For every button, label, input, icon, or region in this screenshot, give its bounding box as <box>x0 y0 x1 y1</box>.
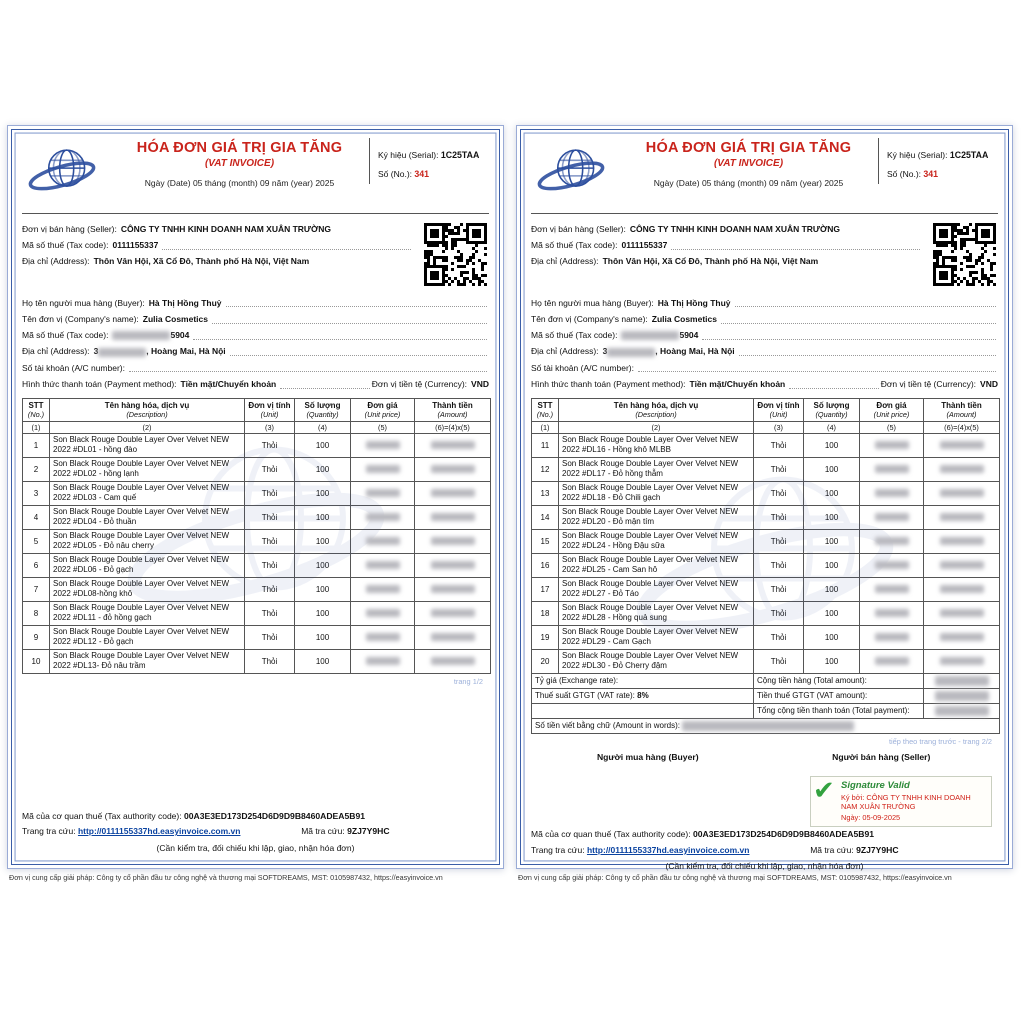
buyer-signature-label: Người mua hàng (Buyer) <box>596 751 699 762</box>
col-unit: Đơn vị tính (Unit) <box>245 398 295 421</box>
table-row <box>23 649 491 673</box>
blurred-unit-price <box>875 489 909 497</box>
blurred-amount <box>940 585 984 593</box>
item-description: Son Black Rouge Double Layer Over Velvet NEW 2022 #DL29 - Cam Gạch <box>559 625 754 649</box>
signed-date-text: Ngày: 05-09-2025 <box>841 813 901 823</box>
currency-label: Đơn vị tiền tệ (Currency): <box>880 378 977 389</box>
invoice-subtitle: (VAT INVOICE) <box>713 158 784 169</box>
invoice-header <box>531 138 998 214</box>
col-amount: Thành tiền (Amount) <box>924 398 1000 421</box>
lookup-code-value: 9ZJ7Y9HC <box>347 826 390 837</box>
blurred-unit-price <box>366 561 400 569</box>
item-no: 15 <box>532 529 559 553</box>
seller-tax-label: Mã số thuế (Tax code): <box>22 239 109 250</box>
item-unit: Thỏi <box>754 457 804 481</box>
col-description: Tên hàng hóa, dịch vụ (Description) <box>50 398 245 421</box>
buyer-name-label: Họ tên người mua hàng (Buyer): <box>531 297 654 308</box>
tax-authority-code-value: 00A3E3ED173D254D6D9D9B8460ADEA5B91 <box>692 829 875 840</box>
item-description: Son Black Rouge Double Layer Over Velvet NEW 2022 #DL18 - Đỏ Chili gạch <box>559 481 754 505</box>
items-table <box>22 398 491 674</box>
blurred-unit-price <box>875 585 909 593</box>
blurred-unit-price <box>366 441 400 449</box>
dotted-leader <box>671 249 920 250</box>
items-table-wrap <box>22 398 489 674</box>
buyer-address-suffix: , Hoàng Mai, Hà Nội <box>146 346 226 357</box>
blurred-unit-price <box>366 489 400 497</box>
item-description: Son Black Rouge Double Layer Over Velvet NEW 2022 #DL20 - Đỏ mận tím <box>559 505 754 529</box>
item-quantity: 100 <box>804 601 860 625</box>
item-quantity: 100 <box>804 457 860 481</box>
verification-note: (Cần kiểm tra, đối chiếu khi lập, giao, nhận hóa đơn) <box>665 861 864 872</box>
col-quantity: Số lượng (Quantity) <box>804 398 860 421</box>
dotted-leader <box>230 355 487 356</box>
serial-box <box>878 138 998 184</box>
item-unit: Thỏi <box>245 529 295 553</box>
blurred-unit-price <box>875 513 909 521</box>
item-description: Son Black Rouge Double Layer Over Velvet NEW 2022 #DL25 - Cam San hô <box>559 553 754 577</box>
buyer-account-label: Số tài khoản (A/C number): <box>22 362 125 373</box>
item-unit: Thỏi <box>754 601 804 625</box>
lookup-link[interactable]: http://0111155337hd.easyinvoice.com.vn <box>77 826 241 837</box>
invoice-number-value: 341 <box>414 168 430 179</box>
item-no: 16 <box>532 553 559 577</box>
table-row <box>23 601 491 625</box>
blurred-amount <box>431 513 475 521</box>
seller-name-value: CÔNG TY TNHH KINH DOANH NAM XUÂN TRƯỜNG <box>120 223 331 234</box>
dotted-leader <box>193 339 487 340</box>
dotted-leader <box>129 371 487 372</box>
item-description: Son Black Rouge Double Layer Over Velvet NEW 2022 #DL04 - Đỏ thuần <box>50 505 245 529</box>
seller-name-value: CÔNG TY TNHH KINH DOANH NAM XUÂN TRƯỜNG <box>629 223 840 234</box>
buyer-address-suffix: , Hoàng Mai, Hà Nội <box>655 346 735 357</box>
signature-badge <box>810 776 992 828</box>
item-unit: Thỏi <box>245 457 295 481</box>
item-no: 1 <box>23 433 50 457</box>
buyer-address-prefix: 3 <box>602 346 608 357</box>
buyer-address-label: Địa chỉ (Address): <box>22 346 90 357</box>
invoice-subtitle: (VAT INVOICE) <box>204 158 275 169</box>
item-quantity: 100 <box>804 505 860 529</box>
lookup-page-label: Trang tra cứu: <box>22 826 76 837</box>
item-quantity: 100 <box>295 433 351 457</box>
item-no: 13 <box>532 481 559 505</box>
item-unit: Thỏi <box>245 481 295 505</box>
blurred-unit-price <box>875 441 909 449</box>
dotted-leader <box>280 388 369 389</box>
item-unit: Thỏi <box>754 505 804 529</box>
buyer-name-value: Hà Thị Hồng Thuỷ <box>148 297 222 308</box>
items-table <box>531 398 1000 734</box>
item-description: Son Black Rouge Double Layer Over Velvet NEW 2022 #DL05 - Đỏ nâu cherry <box>50 529 245 553</box>
verification-note: (Cần kiểm tra, đối chiếu khi lập, giao, nhận hóa đơn) <box>156 842 355 853</box>
buyer-company-label: Tên đơn vị (Company's name): <box>22 313 139 324</box>
seller-address-label: Địa chỉ (Address): <box>531 256 599 266</box>
signature-section <box>531 752 998 828</box>
amount-in-words-label: Số tiền viết bằng chữ (Amount in words): <box>535 720 680 730</box>
blurred-unit-price <box>366 513 400 521</box>
invoice-number-label: Số (No.): <box>887 168 922 179</box>
item-description: Son Black Rouge Double Layer Over Velvet NEW 2022 #DL27 - Đỏ Táo <box>559 577 754 601</box>
table-row <box>532 529 1000 553</box>
item-no: 19 <box>532 625 559 649</box>
blurred-unit-price <box>875 657 909 665</box>
item-unit: Thỏi <box>754 577 804 601</box>
grand-total-label: Tổng cộng tiền thanh toán (Total payment): <box>757 706 910 715</box>
col-no: STT (No.) <box>23 398 50 421</box>
dotted-leader <box>735 306 997 307</box>
item-no: 20 <box>532 649 559 673</box>
company-logo-icon <box>22 138 110 209</box>
exchange-rate-label: Tỷ giá (Exchange rate): <box>535 676 619 685</box>
col-description: Tên hàng hóa, dịch vụ (Description) <box>559 398 754 421</box>
item-unit: Thỏi <box>245 553 295 577</box>
currency-label: Đơn vị tiền tệ (Currency): <box>371 378 468 389</box>
dotted-leader <box>638 371 996 372</box>
buyer-company-value: Zulia Cosmetics <box>142 313 208 324</box>
item-no: 9 <box>23 625 50 649</box>
blurred-unit-price <box>366 609 400 617</box>
invoice-number-value: 341 <box>923 168 939 179</box>
item-quantity: 100 <box>804 577 860 601</box>
item-quantity: 100 <box>804 649 860 673</box>
invoice-header <box>22 138 489 214</box>
item-no: 8 <box>23 601 50 625</box>
blurred-amount <box>940 561 984 569</box>
item-description: Son Black Rouge Double Layer Over Velvet NEW 2022 #DL28 - Hồng quả sung <box>559 601 754 625</box>
blurred-amount <box>940 609 984 617</box>
item-description: Son Black Rouge Double Layer Over Velvet NEW 2022 #DL11 - đỏ hồng gạch <box>50 601 245 625</box>
item-unit: Thỏi <box>754 433 804 457</box>
company-logo-icon <box>531 138 619 209</box>
blurred-unit-price <box>366 657 400 665</box>
blurred-vat-amount <box>935 691 989 701</box>
blurred-amount <box>431 441 475 449</box>
seller-tax-value: 0111155337 <box>112 239 159 250</box>
payment-method-value: Tiền mặt/Chuyển khoản <box>689 378 786 389</box>
blurred-amount <box>940 633 984 641</box>
payment-method-value: Tiền mặt/Chuyển khoản <box>180 378 277 389</box>
blurred-amount <box>431 657 475 665</box>
item-unit: Thỏi <box>245 601 295 625</box>
page-frame <box>7 125 504 869</box>
blurred-amount-in-words <box>682 721 854 731</box>
table-row <box>532 601 1000 625</box>
payment-method-label: Hình thức thanh toán (Payment method): <box>22 378 177 389</box>
blurred-amount <box>431 609 475 617</box>
item-quantity: 100 <box>295 529 351 553</box>
payment-method-label: Hình thức thanh toán (Payment method): <box>531 378 686 389</box>
item-quantity: 100 <box>804 553 860 577</box>
item-no: 14 <box>532 505 559 529</box>
item-description: Son Black Rouge Double Layer Over Velvet NEW 2022 #DL01 - hồng đào <box>50 433 245 457</box>
blurred-unit-price <box>366 585 400 593</box>
blurred-tax-code <box>621 331 679 340</box>
qr-code <box>933 223 996 286</box>
seller-name-label: Đơn vị bán hàng (Seller): <box>22 223 117 234</box>
blurred-amount <box>940 465 984 473</box>
table-row <box>532 433 1000 457</box>
buyer-address-label: Địa chỉ (Address): <box>531 346 599 357</box>
currency-value: VND <box>980 378 998 389</box>
item-quantity: 100 <box>804 625 860 649</box>
blurred-address <box>98 348 146 357</box>
buyer-company-label: Tên đơn vị (Company's name): <box>531 313 648 324</box>
qr-code <box>424 223 487 286</box>
blurred-address <box>607 348 655 357</box>
serial-value: 1C25TAA <box>949 150 989 160</box>
signed-by-text: Ký bởi: CÔNG TY TNHH KINH DOANH NAM XUÂN TRƯỜNG <box>841 792 971 812</box>
serial-label: Ký hiệu (Serial): <box>378 150 439 160</box>
invoice-number-label: Số (No.): <box>378 168 413 179</box>
item-unit: Thỏi <box>754 553 804 577</box>
item-quantity: 100 <box>295 625 351 649</box>
table-row <box>532 553 1000 577</box>
buyer-tax-label: Mã số thuế (Tax code): <box>22 330 109 340</box>
spacer <box>22 686 489 809</box>
table-row <box>532 625 1000 649</box>
blurred-unit-price <box>366 465 400 473</box>
bottom-lines <box>531 827 998 874</box>
buyer-tax-suffix: 5904 <box>170 330 190 340</box>
item-quantity: 100 <box>295 577 351 601</box>
item-unit: Thỏi <box>245 625 295 649</box>
item-description: Son Black Rouge Double Layer Over Velvet NEW 2022 #DL13- Đỏ nâu trầm <box>50 649 245 673</box>
blurred-amount <box>431 585 475 593</box>
currency-value: VND <box>471 378 489 389</box>
table-row <box>532 457 1000 481</box>
dotted-leader <box>789 388 878 389</box>
item-description: Son Black Rouge Double Layer Over Velvet NEW 2022 #DL12 - Đỏ gạch <box>50 625 245 649</box>
item-no: 5 <box>23 529 50 553</box>
item-no: 17 <box>532 577 559 601</box>
seller-section <box>22 219 489 285</box>
item-quantity: 100 <box>804 481 860 505</box>
seller-address-value: Thôn Vân Hội, Xã Cổ Đô, Thành phố Hà Nội, Việt Nam <box>93 256 310 266</box>
buyer-tax-label: Mã số thuế (Tax code): <box>531 330 618 340</box>
item-quantity: 100 <box>804 433 860 457</box>
seller-tax-label: Mã số thuế (Tax code): <box>531 239 618 250</box>
provider-footer: Đơn vị cung cấp giải pháp: Công ty cổ phần đầu tư công nghệ và thương mại SOFTDREAMS, MST: 0105987432, https://easyinvoice.vn <box>9 873 443 882</box>
seller-section <box>531 219 998 285</box>
table-row <box>23 577 491 601</box>
col-unit-price: Đơn giá (Unit price) <box>860 398 924 421</box>
item-no: 7 <box>23 577 50 601</box>
items-table-wrap <box>531 398 998 734</box>
buyer-name-label: Họ tên người mua hàng (Buyer): <box>22 297 145 308</box>
item-unit: Thỏi <box>754 649 804 673</box>
invoice-page <box>7 125 504 882</box>
vat-amount-label: Tiền thuế GTGT (VAT amount): <box>757 691 868 700</box>
page-note: tiếp theo trang trước - trang 2/2 <box>888 736 992 746</box>
blurred-unit-price <box>366 537 400 545</box>
item-no: 18 <box>532 601 559 625</box>
lookup-code-label: Mã tra cứu: <box>810 844 854 855</box>
buyer-section <box>531 293 998 391</box>
signature-valid-text: Signature Valid <box>841 779 910 791</box>
lookup-page-label: Trang tra cứu: <box>531 844 585 855</box>
item-no: 11 <box>532 433 559 457</box>
item-description: Son Black Rouge Double Layer Over Velvet NEW 2022 #DL06 - Đỏ gạch <box>50 553 245 577</box>
table-row <box>532 649 1000 673</box>
buyer-section <box>22 293 489 391</box>
blurred-amount <box>431 561 475 569</box>
buyer-tax-suffix: 5904 <box>679 330 699 340</box>
item-description: Son Black Rouge Double Layer Over Velvet NEW 2022 #DL02 - hồng lạnh <box>50 457 245 481</box>
table-row <box>23 481 491 505</box>
item-description: Son Black Rouge Double Layer Over Velvet NEW 2022 #DL03 - Cam quế <box>50 481 245 505</box>
table-row <box>23 553 491 577</box>
check-icon: ✔ <box>813 774 835 805</box>
item-quantity: 100 <box>295 649 351 673</box>
buyer-address-prefix: 3 <box>93 346 99 357</box>
seller-tax-value: 0111155337 <box>621 239 668 250</box>
blurred-amount <box>940 513 984 521</box>
item-no: 3 <box>23 481 50 505</box>
item-description: Son Black Rouge Double Layer Over Velvet NEW 2022 #DL16 - Hồng khô MLBB <box>559 433 754 457</box>
serial-value: 1C25TAA <box>440 150 480 160</box>
item-unit: Thỏi <box>245 433 295 457</box>
item-unit: Thỏi <box>754 625 804 649</box>
column-index-row: (1) (2) (3) (4) (5) (6)=(4)x(5) <box>23 421 491 433</box>
item-quantity: 100 <box>295 553 351 577</box>
item-quantity: 100 <box>295 481 351 505</box>
tax-authority-code-value: 00A3E3ED173D254D6D9D9B8460ADEA5B91 <box>183 810 366 821</box>
invoice-date: Ngày (Date) 05 tháng (month) 09 năm (year) 2025 <box>144 178 335 188</box>
dotted-leader <box>212 323 487 324</box>
blurred-amount <box>431 465 475 473</box>
item-unit: Thỏi <box>245 649 295 673</box>
tax-authority-code-label: Mã của cơ quan thuế (Tax authority code): <box>22 810 182 821</box>
blurred-unit-price <box>875 633 909 641</box>
page-note: trang 1/2 <box>453 676 483 686</box>
col-unit-price: Đơn giá (Unit price) <box>351 398 415 421</box>
seller-address-value: Thôn Vân Hội, Xã Cổ Đô, Thành phố Hà Nội, Việt Nam <box>602 256 819 266</box>
lookup-code-value: 9ZJ7Y9HC <box>856 844 899 855</box>
blurred-amount <box>940 657 984 665</box>
tax-authority-code-label: Mã của cơ quan thuế (Tax authority code): <box>531 829 691 840</box>
item-unit: Thỏi <box>245 577 295 601</box>
table-row <box>23 625 491 649</box>
blurred-unit-price <box>875 561 909 569</box>
item-quantity: 100 <box>295 601 351 625</box>
col-amount: Thành tiền (Amount) <box>415 398 491 421</box>
table-row <box>532 505 1000 529</box>
invoice-date: Ngày (Date) 05 tháng (month) 09 năm (year) 2025 <box>653 178 844 188</box>
blurred-unit-price <box>875 609 909 617</box>
invoice-title: HÓA ĐƠN GIÁ TRỊ GIA TĂNG <box>136 140 343 156</box>
table-header-row <box>23 398 491 421</box>
serial-label: Ký hiệu (Serial): <box>887 150 948 160</box>
item-description: Son Black Rouge Double Layer Over Velvet NEW 2022 #DL08-hồng khô <box>50 577 245 601</box>
blurred-unit-price <box>875 537 909 545</box>
dotted-leader <box>721 323 996 324</box>
page-frame <box>516 125 1013 872</box>
item-no: 4 <box>23 505 50 529</box>
seller-address-label: Địa chỉ (Address): <box>22 256 90 266</box>
blurred-amount <box>431 537 475 545</box>
blurred-unit-price <box>366 633 400 641</box>
dotted-leader <box>702 339 996 340</box>
column-index-row: (1) (2) (3) (4) (5) (6)=(4)x(5) <box>532 421 1000 433</box>
col-quantity: Số lượng (Quantity) <box>295 398 351 421</box>
totals-section <box>532 673 1000 733</box>
seller-signature-label: Người bán hàng (Seller) <box>832 751 931 762</box>
item-quantity: 100 <box>295 505 351 529</box>
blurred-amount <box>431 633 475 641</box>
blurred-subtotal <box>935 676 989 686</box>
item-description: Son Black Rouge Double Layer Over Velvet NEW 2022 #DL17 - Đỏ hồng thẫm <box>559 457 754 481</box>
item-no: 6 <box>23 553 50 577</box>
item-unit: Thỏi <box>754 529 804 553</box>
col-unit: Đơn vị tính (Unit) <box>754 398 804 421</box>
table-row <box>532 481 1000 505</box>
vat-rate-label: Thuế suất GTGT (VAT rate): <box>535 691 635 700</box>
dotted-leader <box>226 306 488 307</box>
invoice-page <box>516 125 1013 882</box>
item-description: Son Black Rouge Double Layer Over Velvet NEW 2022 #DL30 - Đỏ Cherry đậm <box>559 649 754 673</box>
buyer-name-value: Hà Thị Hồng Thuỷ <box>657 297 731 308</box>
item-no: 10 <box>23 649 50 673</box>
buyer-account-label: Số tài khoản (A/C number): <box>531 362 634 373</box>
blurred-amount <box>940 441 984 449</box>
item-quantity: 100 <box>295 457 351 481</box>
blurred-unit-price <box>875 465 909 473</box>
blurred-amount <box>940 537 984 545</box>
table-header-row <box>532 398 1000 421</box>
subtotal-label: Cộng tiền hàng (Total amount): <box>757 676 867 685</box>
col-no: STT (No.) <box>532 398 559 421</box>
item-no: 2 <box>23 457 50 481</box>
blurred-amount <box>940 489 984 497</box>
blurred-grand-total <box>935 706 989 716</box>
buyer-company-value: Zulia Cosmetics <box>651 313 717 324</box>
table-row <box>23 457 491 481</box>
table-row <box>23 505 491 529</box>
table-row <box>532 577 1000 601</box>
item-description: Son Black Rouge Double Layer Over Velvet NEW 2022 #DL24 - Hồng Đậu sữa <box>559 529 754 553</box>
lookup-code-label: Mã tra cứu: <box>301 826 345 837</box>
dotted-leader <box>162 249 411 250</box>
item-no: 12 <box>532 457 559 481</box>
item-unit: Thỏi <box>754 481 804 505</box>
item-quantity: 100 <box>804 529 860 553</box>
table-row <box>23 529 491 553</box>
vat-rate-value: 8% <box>637 691 649 700</box>
provider-footer: Đơn vị cung cấp giải pháp: Công ty cổ phần đầu tư công nghệ và thương mại SOFTDREAMS, MST: 0105987432, https://easyinvoice.vn <box>518 873 952 882</box>
blurred-amount <box>431 489 475 497</box>
blurred-tax-code <box>112 331 170 340</box>
invoice-title: HÓA ĐƠN GIÁ TRỊ GIA TĂNG <box>645 140 852 156</box>
table-row <box>23 433 491 457</box>
serial-box <box>369 138 489 184</box>
seller-name-label: Đơn vị bán hàng (Seller): <box>531 223 626 234</box>
lookup-link[interactable]: http://0111155337hd.easyinvoice.com.vn <box>586 844 750 855</box>
item-unit: Thỏi <box>245 505 295 529</box>
dotted-leader <box>739 355 996 356</box>
bottom-lines <box>22 809 489 856</box>
